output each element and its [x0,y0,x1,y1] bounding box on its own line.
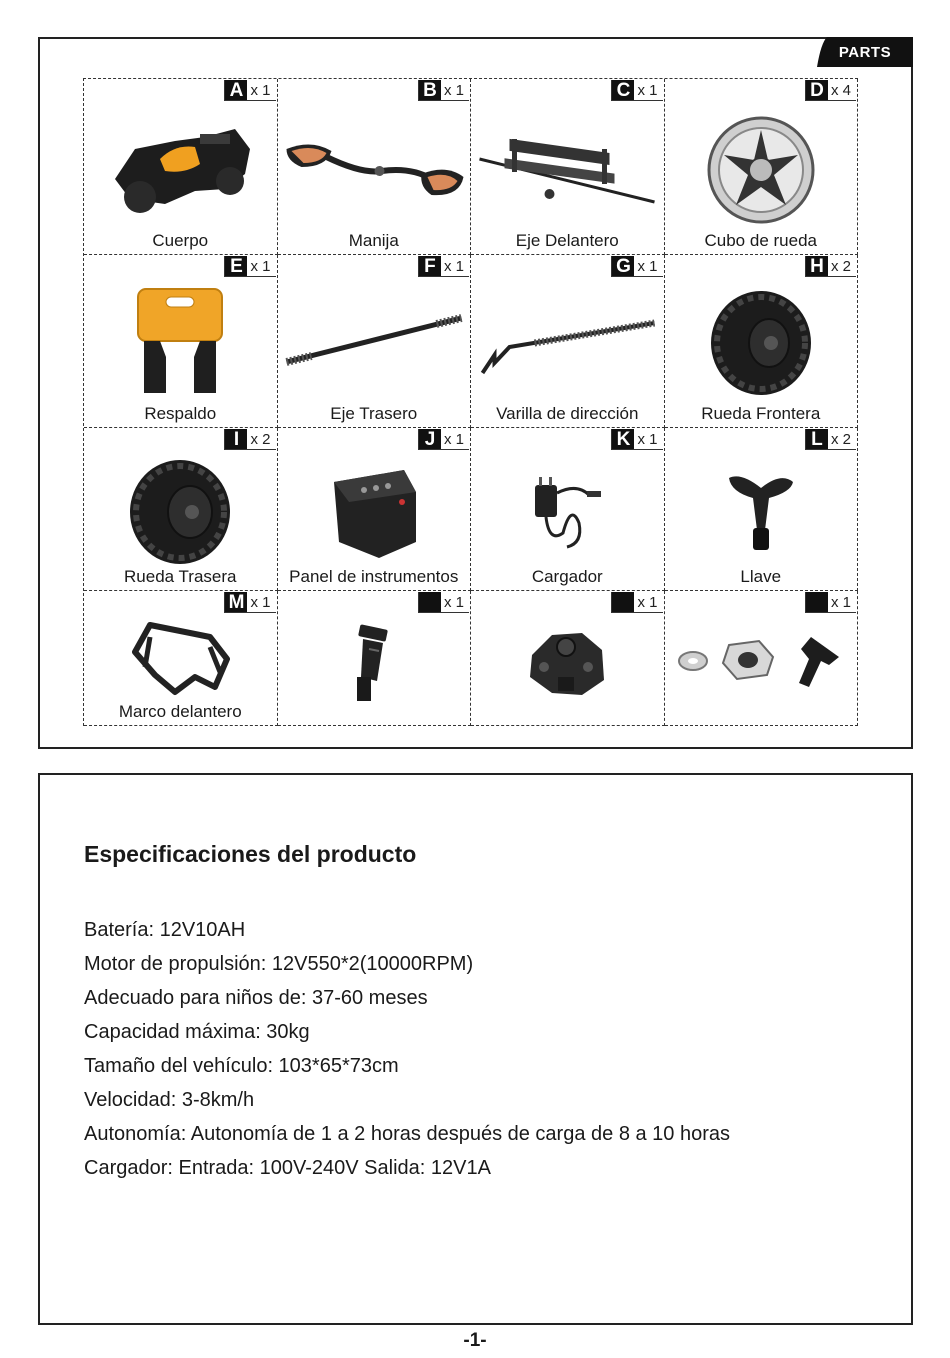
part-letter [806,592,828,612]
part-name: Varilla de dirección [496,404,639,423]
part-quantity: x 2 [830,431,851,448]
part-letter: D [806,80,828,100]
part-letter: J [419,429,441,449]
steering-rod-icon [475,313,660,383]
part-quantity: x 1 [830,594,851,611]
front-frame-icon [125,617,235,702]
part-quantity: x 1 [443,258,464,275]
spec-item: Tamaño del vehículo: 103*65*73cm [84,1055,399,1077]
part-letter: C [612,80,634,100]
part-quantity: x 4 [830,82,851,99]
part-tag [611,256,662,277]
part-tag [418,80,469,101]
wrench-key-icon [721,468,801,558]
part-quantity: x 2 [830,258,851,275]
spec-item: Cargador: Entrada: 100V-240V Salida: 12V1A [84,1157,491,1179]
part-quantity: x 1 [250,594,271,611]
specifications-panel [38,773,913,1325]
dashboard-panel-icon [324,462,424,562]
part-cell [84,591,278,726]
backrest-icon [130,287,230,397]
spec-item: Velocidad: 3-8km/h [84,1089,255,1111]
spec-item: Autonomía: Autonomía de 1 a 2 horas después de carga de 8 a 10 horas [84,1123,731,1145]
part-name: Eje Delantero [515,231,619,250]
part-quantity: x 1 [250,82,271,99]
front-axle-icon [475,124,660,219]
part-cell [84,428,278,591]
part-tag [805,592,856,613]
part-tag [224,429,275,450]
wheel-hub-icon [706,115,816,225]
part-name: Rueda Frontera [701,404,821,423]
handlebar-icon [281,129,466,209]
part-quantity: x 1 [637,594,658,611]
part-cell [665,255,859,428]
steering-shaft-icon [339,621,409,706]
part-cell [665,591,859,726]
part-name: Cargador [531,567,603,586]
part-cell [84,255,278,428]
part-letter: B [419,80,441,100]
rear-wheel-icon [128,458,232,566]
part-tag [224,256,275,277]
part-name: Marco delantero [118,702,242,721]
part-quantity: x 1 [250,258,271,275]
part-cell [278,428,472,591]
part-letter: H [806,256,828,276]
part-quantity: x 1 [443,431,464,448]
rear-axle-icon [281,310,466,370]
part-tag [418,592,469,613]
part-name: Respaldo [144,404,217,423]
part-letter: I [225,429,247,449]
part-tag [224,80,275,101]
spec-item: Batería: 12V10AH [84,919,246,941]
parts-tab-label: PARTS [838,44,892,61]
part-letter [612,592,634,612]
specifications-list [84,913,730,1185]
part-letter: L [806,429,828,449]
charger-icon [527,473,607,553]
part-quantity: x 1 [637,82,658,99]
specifications-title: Especificaciones del producto [84,841,417,867]
parts-tab [817,37,913,67]
part-cell [471,79,665,255]
part-cell [471,255,665,428]
spec-item: Motor de propulsión: 12V550*2(10000RPM) [84,953,474,975]
gearbox-icon [522,625,612,700]
part-quantity: x 1 [443,82,464,99]
part-cell [278,255,472,428]
part-name: Cubo de rueda [704,231,817,250]
part-name: Cuerpo [152,231,209,250]
washer-nut-wrench-icon [671,631,851,701]
part-cell [471,591,665,726]
part-tag [805,429,856,450]
part-cell [665,428,859,591]
part-letter: G [612,256,634,276]
part-letter: A [225,80,247,100]
part-name: Panel de instrumentos [289,567,459,586]
part-tag [805,80,856,101]
part-tag [611,80,662,101]
part-cell [278,79,472,255]
spec-item: Adecuado para niños de: 37-60 meses [84,987,428,1009]
part-letter: K [612,429,634,449]
front-wheel-icon [709,289,813,397]
part-cell [84,79,278,255]
page-number: -1- [463,1330,487,1351]
part-cell [471,428,665,591]
part-cell [665,79,859,255]
part-letter: M [225,592,247,612]
spec-item: Capacidad máxima: 30kg [84,1021,310,1043]
part-quantity: x 1 [637,431,658,448]
part-tag [805,256,856,277]
part-name: Rueda Trasera [124,567,237,586]
part-quantity: x 1 [443,594,464,611]
part-quantity: x 2 [250,431,271,448]
part-tag [611,592,662,613]
atv-body-icon [105,119,255,219]
part-tag [224,592,275,613]
part-quantity: x 1 [637,258,658,275]
part-tag [418,429,469,450]
part-tag [418,256,469,277]
parts-grid [83,78,858,726]
part-cell [278,591,472,726]
part-tag [611,429,662,450]
part-name: Llave [740,567,782,586]
part-letter: E [225,256,247,276]
part-name: Eje Trasero [330,404,418,423]
part-name: Manija [348,231,399,250]
part-letter [419,592,441,612]
part-letter: F [419,256,441,276]
